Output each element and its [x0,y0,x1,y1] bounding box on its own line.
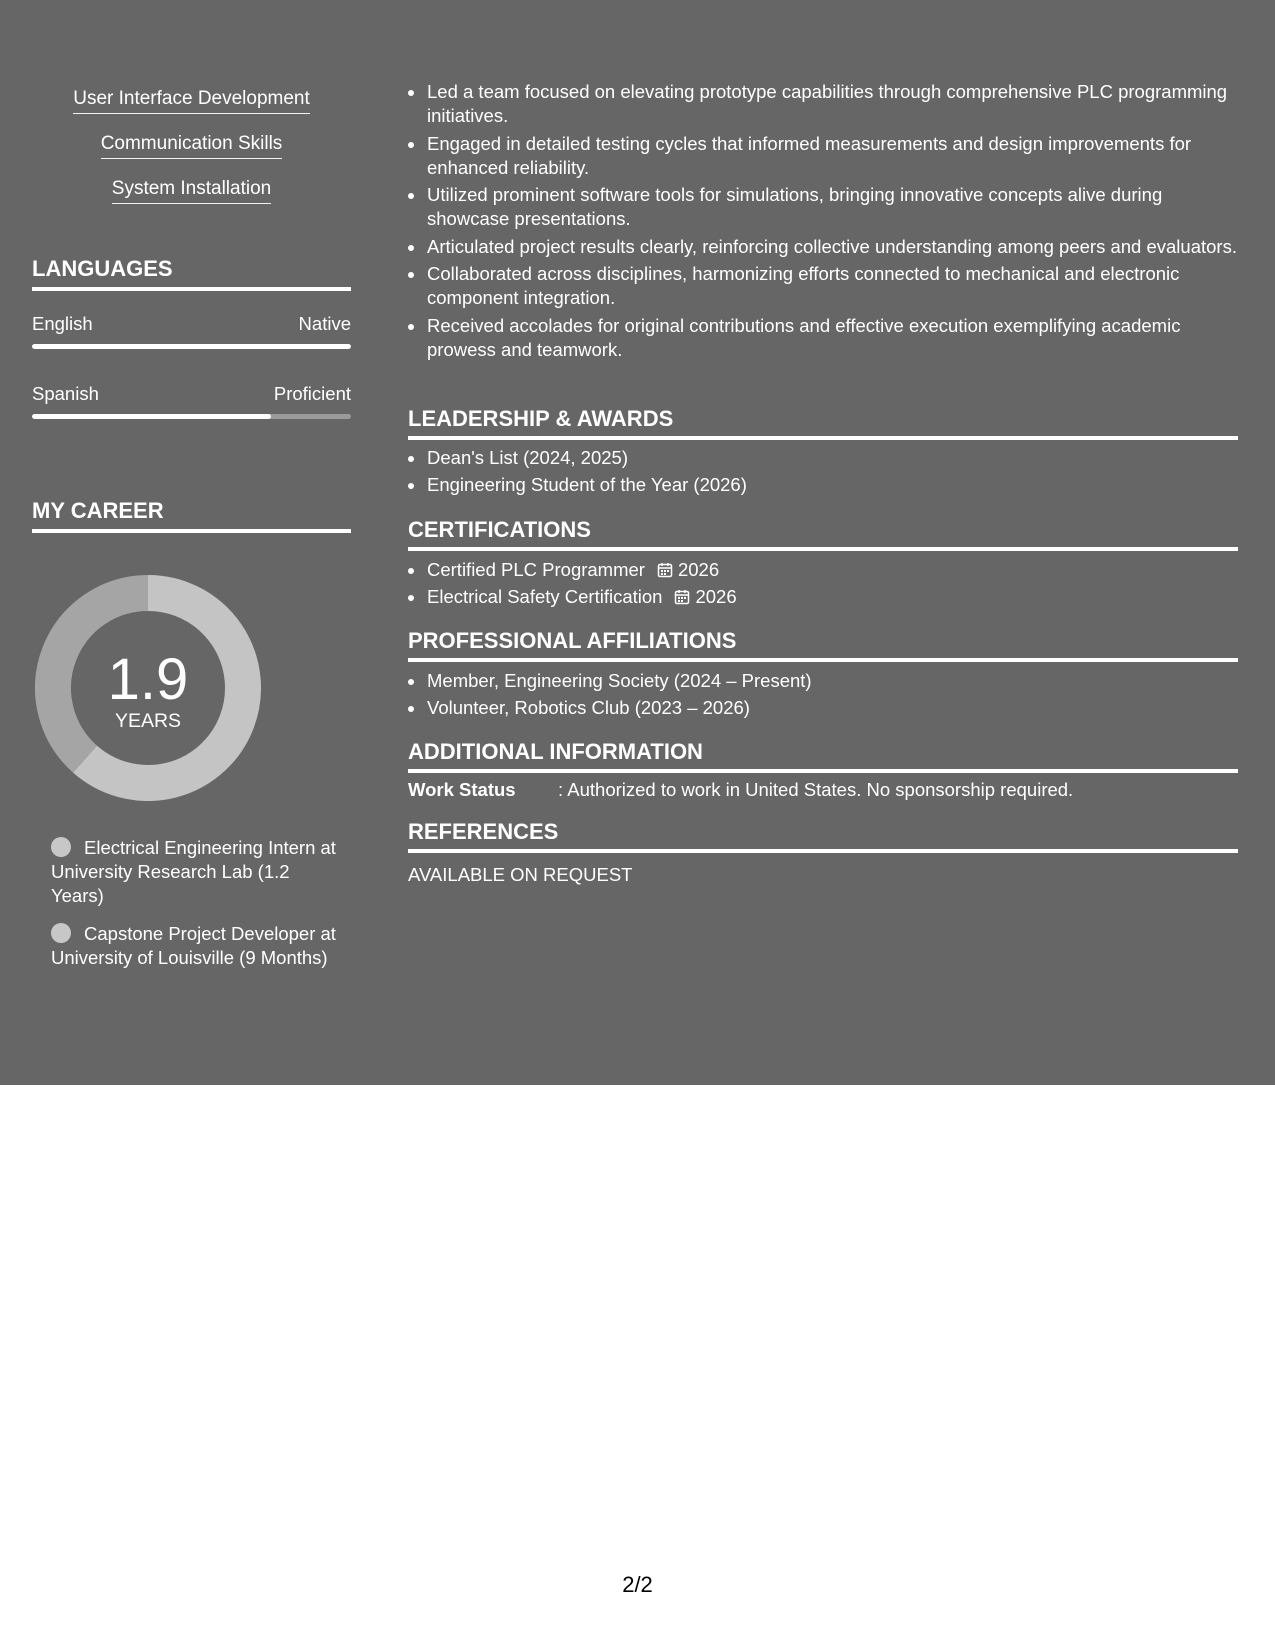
affiliation-item: Volunteer, Robotics Club (2023 – 2026) [408,696,1238,720]
career-item: Capstone Project Developer at University of Louisville (9 Months) [51,923,336,968]
language-bar-fill [32,344,351,349]
skill-item: System Installation [32,178,351,204]
certifications-heading: CERTIFICATIONS [408,517,1238,551]
career-total-unit: YEARS [114,710,182,732]
experience-bullet: Led a team focused on elevating prototype capabilities through comprehensive PLC programming initiatives. [408,80,1238,129]
experience-bullet: Received accolades for original contributions and effective execution exemplifying academic prowess and teamwork. [408,314,1238,363]
references-heading: REFERENCES [408,819,1238,853]
leadership-item: Engineering Student of the Year (2026) [408,473,1238,497]
references-text: AVAILABLE ON REQUEST [408,864,633,885]
experience-bullet: Articulated project results clearly, reinforcing collective understanding among peers and evaluators. [408,235,1238,259]
certification-item: Certified PLC Programmer 2026 [408,558,1238,582]
language-proficiency-bar [32,344,351,349]
language-level: Native [298,313,351,334]
experience-bullet-list [408,80,1238,365]
career-item: Electrical Engineering Intern at University Research Lab (1.2 Years) [51,837,336,906]
languages-heading: LANGUAGES [32,256,351,291]
work-status-value: : Authorized to work in United States. No sponsorship required. [558,779,1074,800]
skill-item: Communication Skills [32,133,351,159]
work-status-row [408,778,1238,802]
work-status-label: Work Status [408,779,516,800]
career-heading: MY CAREER [32,498,351,533]
language-name: English [32,313,93,334]
career-dot-icon [51,923,71,943]
experience-bullet: Collaborated across disciplines, harmonizing efforts connected to mechanical and electronic component integration. [408,262,1238,311]
affiliations-list [408,669,1238,724]
career-dot-icon [51,837,71,857]
affiliation-item: Member, Engineering Society (2024 – Present) [408,669,1238,693]
page-number: 2/2 [622,1572,653,1597]
leadership-heading: LEADERSHIP & AWARDS [408,406,1238,440]
leadership-list [408,446,1238,501]
calendar-icon [657,562,673,578]
certification-item: Electrical Safety Certification 2026 [408,585,1238,609]
additional-info-heading: ADDITIONAL INFORMATION [408,739,1238,773]
certifications-list [408,558,1238,613]
skill-item: User Interface Development [32,88,351,114]
language-name: Spanish [32,383,99,404]
language-proficiency-bar [32,414,351,419]
language-level: Proficient [273,383,351,404]
experience-bullet: Utilized prominent software tools for simulations, bringing innovative concepts alive during showcase presentations. [408,183,1238,232]
affiliations-heading: PROFESSIONAL AFFILIATIONS [408,628,1238,662]
language-row [32,313,351,335]
career-total-value: 1.9 [107,647,189,712]
language-bar-fill [32,414,271,419]
experience-bullet: Engaged in detailed testing cycles that informed measurements and design improvements for enhanced reliability. [408,132,1238,181]
leadership-item: Dean's List (2024, 2025) [408,446,1238,470]
language-row [32,383,351,405]
calendar-icon [674,589,690,605]
